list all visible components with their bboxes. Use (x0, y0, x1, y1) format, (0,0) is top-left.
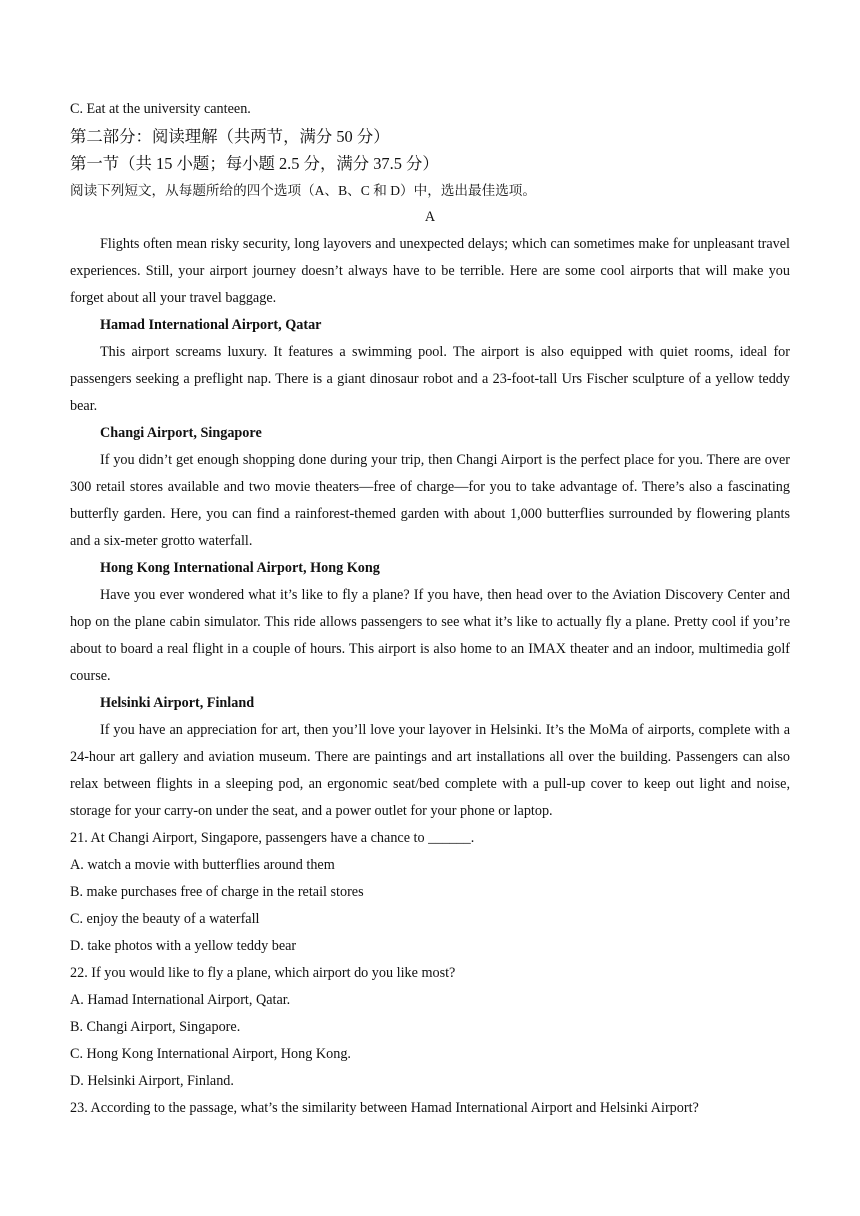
question-21-option-c: C. enjoy the beauty of a waterfall (70, 911, 260, 927)
question-22-option-c: C. Hong Kong International Airport, Hong Kong. (70, 1046, 351, 1062)
question-21-option-a: A. watch a movie with butterflies around them (70, 857, 335, 873)
question-22-option-d: D. Helsinki Airport, Finland. (70, 1073, 234, 1089)
passage-intro: Flights often mean risky security, long layovers and unexpected delays; which can sometimes make for unpleasant travel experiences. Still, your airport journey doesn’t always have to be terrible. Here are some cool airports that will make you forget about all your travel baggage. (70, 236, 790, 306)
airport-heading-helsinki: Helsinki Airport, Finland (100, 695, 255, 711)
airport-heading-hamad: Hamad International Airport, Qatar (100, 317, 322, 333)
document-page (70, 96, 790, 1122)
question-22-option-b: B. Changi Airport, Singapore. (70, 1019, 241, 1035)
instructions: 阅读下列短文，从每题所给的四个选项（A、B、C 和 D）中，选出最佳选项。 (70, 183, 536, 198)
airport-paragraph-hong-kong: Have you ever wondered what it’s like to fly a plane? If you have, then head over to the Aviation Discovery Center and hop on the plane cabin simulator. This ride allows passengers to see what it’s like to actually fly a plane. Pretty cool if you’re about to board a real flight in a couple of hours. This airport is also home to an IMAX theater and an indoor, multimedia golf course. (70, 587, 790, 684)
airport-heading-hong-kong: Hong Kong International Airport, Hong Kong (100, 560, 380, 576)
part-heading: 第二部分：阅读理解（共两节，满分 50 分） (70, 127, 390, 146)
airport-paragraph-changi: If you didn’t get enough shopping done during your trip, then Changi Airport is the perfect place for you. There are over 300 retail stores available and two movie theaters—free of charge—for you to take advantage of. There’s also a fascinating butterfly garden. Here, you can find a rainforest-themed garden with about 1,000 butterflies surrounded by flowering plants and a six-meter grotto waterfall. (70, 452, 790, 549)
airport-heading-changi: Changi Airport, Singapore (100, 425, 262, 441)
question-22-option-a: A. Hamad International Airport, Qatar. (70, 992, 291, 1008)
question-21: 21. At Changi Airport, Singapore, passengers have a chance to ______. (70, 830, 475, 846)
airport-paragraph-hamad: This airport screams luxury. It features a swimming pool. The airport is also equipped with quiet rooms, ideal for passengers seeking a preflight nap. There is a giant dinosaur robot and a 23-foot-tall Urs Fischer sculpture of a yellow teddy bear. (70, 344, 790, 414)
question-23: 23. According to the passage, what’s the similarity between Hamad International Airport and Helsinki Airport? (70, 1100, 699, 1116)
question-21-option-b: B. make purchases free of charge in the retail stores (70, 884, 364, 900)
previous-question-option: C. Eat at the university canteen. (70, 101, 251, 117)
question-21-option-d: D. take photos with a yellow teddy bear (70, 938, 297, 954)
section-heading: 第一节（共 15 小题；每小题 2.5 分，满分 37.5 分） (70, 154, 439, 173)
airport-paragraph-helsinki: If you have an appreciation for art, then you’ll love your layover in Helsinki. It’s the MoMa of airports, complete with a 24-hour art gallery and aviation museum. There are paintings and art installations all over the building. Passengers can also relax between flights in a sleeping pod, an ergonomic seat/bed complete with a pull-up cover to keep out light and noise, storage for your carry-on under the seat, and a power outlet for your phone or laptop. (70, 722, 790, 819)
passage-label: A (424, 209, 436, 225)
question-22: 22. If you would like to fly a plane, which airport do you like most? (70, 965, 456, 981)
